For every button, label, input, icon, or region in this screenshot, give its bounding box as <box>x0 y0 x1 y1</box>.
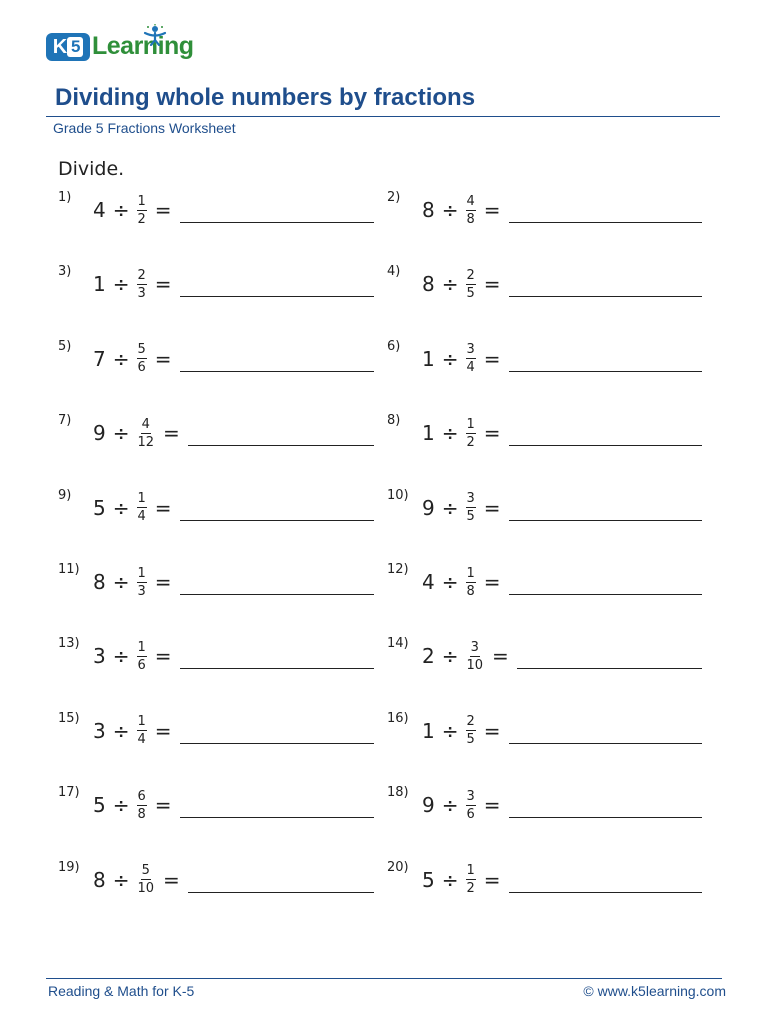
problem-item <box>387 785 702 835</box>
problem-expression <box>422 415 501 451</box>
equals-sign: = <box>154 346 172 371</box>
divide-sign: ÷ <box>112 644 130 669</box>
fraction-numerator: 4 <box>466 193 475 209</box>
problem-expression <box>422 713 501 749</box>
worksheet-title: Dividing whole numbers by fractions <box>55 84 476 111</box>
problem-number: 15) <box>58 710 80 726</box>
problem-number: 9) <box>58 487 72 503</box>
answer-blank[interactable] <box>509 520 702 521</box>
fraction-denominator: 3 <box>137 583 146 599</box>
answer-blank[interactable] <box>517 668 702 669</box>
dividend: 7 <box>93 346 106 371</box>
problem-expression <box>422 862 501 898</box>
problem-item <box>58 860 374 910</box>
divide-sign: ÷ <box>441 495 459 520</box>
fraction-numerator: 6 <box>137 788 146 804</box>
divisor-fraction <box>466 714 476 747</box>
dividend: 8 <box>93 867 106 892</box>
divide-sign: ÷ <box>112 570 130 594</box>
instruction-text: Divide. <box>58 158 125 180</box>
problem-expression <box>93 713 172 749</box>
dividend: 2 <box>422 644 435 669</box>
answer-blank[interactable] <box>180 371 374 372</box>
problem-expression <box>93 787 172 823</box>
fraction-numerator: 1 <box>137 565 146 581</box>
problem-item <box>387 711 702 761</box>
fraction-denominator: 4 <box>137 509 146 525</box>
problem-number: 7) <box>58 413 72 429</box>
answer-blank[interactable] <box>509 445 702 446</box>
divide-sign: ÷ <box>441 421 459 446</box>
answer-blank[interactable] <box>509 371 702 372</box>
fraction-denominator: 4 <box>466 360 475 376</box>
problem-number: 19) <box>58 859 80 875</box>
fraction-denominator: 8 <box>137 806 146 822</box>
fraction-denominator: 3 <box>137 285 146 301</box>
divisor-fraction <box>137 417 156 450</box>
divisor-fraction <box>137 640 147 673</box>
fraction-numerator: 5 <box>137 342 146 358</box>
fraction-denominator: 12 <box>137 434 155 450</box>
title-divider <box>46 116 720 117</box>
equals-sign: = <box>154 198 172 222</box>
equals-sign: = <box>483 495 501 520</box>
fraction-numerator: 3 <box>470 639 479 655</box>
fraction-numerator: 5 <box>141 863 150 879</box>
problem-item <box>58 785 374 835</box>
problem-item <box>58 562 374 612</box>
worksheet-subtitle: Grade 5 Fractions Worksheet <box>53 120 236 136</box>
dividend: 8 <box>422 198 435 222</box>
fraction-numerator: 1 <box>137 714 146 730</box>
equals-sign: = <box>154 495 172 520</box>
answer-blank[interactable] <box>180 817 374 818</box>
equals-sign: = <box>483 793 501 818</box>
problem-item <box>387 264 702 314</box>
problem-expression <box>422 564 501 600</box>
fraction-denominator: 5 <box>466 732 475 748</box>
equals-sign: = <box>483 867 501 892</box>
answer-blank[interactable] <box>180 520 374 521</box>
divide-sign: ÷ <box>441 346 459 371</box>
equals-sign: = <box>483 272 501 297</box>
fraction-numerator: 2 <box>137 267 146 283</box>
divisor-fraction <box>466 491 476 524</box>
equals-sign: = <box>483 421 501 446</box>
equals-sign: = <box>154 718 172 743</box>
footer-divider <box>46 978 722 979</box>
dividend: 1 <box>422 346 435 371</box>
dividend: 5 <box>422 867 435 892</box>
equals-sign: = <box>154 793 172 818</box>
problem-number: 5) <box>58 338 72 354</box>
divisor-fraction <box>466 863 476 896</box>
answer-blank[interactable] <box>180 296 374 297</box>
divide-sign: ÷ <box>441 644 459 669</box>
divisor-fraction <box>466 342 476 375</box>
problem-expression <box>422 638 509 674</box>
answer-blank[interactable] <box>509 743 702 744</box>
problem-item <box>58 488 374 538</box>
fraction-numerator: 1 <box>466 416 475 432</box>
divide-sign: ÷ <box>112 272 130 297</box>
answer-blank[interactable] <box>180 222 374 223</box>
fraction-numerator: 3 <box>466 788 475 804</box>
equals-sign: = <box>163 421 180 446</box>
dividend: 1 <box>422 421 435 446</box>
equals-sign: = <box>154 272 172 297</box>
divide-sign: ÷ <box>112 793 130 818</box>
divisor-fraction <box>466 194 476 227</box>
divide-sign: ÷ <box>441 198 459 222</box>
equals-sign: = <box>154 570 172 594</box>
logo-figure-icon <box>142 24 168 46</box>
k5-learning-logo <box>46 24 206 64</box>
problem-item <box>58 413 374 463</box>
problem-expression <box>93 638 172 674</box>
problem-number: 14) <box>387 636 409 652</box>
problem-item <box>58 264 374 314</box>
problem-item <box>58 190 374 240</box>
problem-expression <box>93 192 172 228</box>
divide-sign: ÷ <box>112 718 130 743</box>
answer-blank[interactable] <box>180 668 374 669</box>
problem-expression <box>93 490 172 526</box>
fraction-denominator: 2 <box>466 881 475 897</box>
answer-blank[interactable] <box>188 892 374 893</box>
problem-number: 12) <box>387 562 409 577</box>
footer-tagline: Reading & Math for K-5 <box>48 983 195 999</box>
dividend: 5 <box>93 495 106 520</box>
fraction-denominator: 6 <box>137 657 146 673</box>
problem-number: 17) <box>58 785 80 801</box>
divisor-fraction <box>466 417 476 450</box>
answer-blank[interactable] <box>188 445 374 446</box>
answer-blank[interactable] <box>180 594 374 595</box>
problem-number: 20) <box>387 859 409 875</box>
divisor-fraction <box>137 491 147 524</box>
dividend: 4 <box>93 198 106 222</box>
problem-expression <box>422 341 501 377</box>
divide-sign: ÷ <box>441 272 459 297</box>
divisor-fraction <box>466 640 485 673</box>
dividend: 3 <box>93 644 106 669</box>
fraction-denominator: 4 <box>137 732 146 748</box>
dividend: 1 <box>93 272 106 297</box>
fraction-numerator: 3 <box>466 342 475 358</box>
equals-sign: = <box>163 867 180 892</box>
fraction-denominator: 8 <box>466 211 475 227</box>
fraction-denominator: 2 <box>466 434 475 450</box>
divide-sign: ÷ <box>112 867 130 892</box>
fraction-denominator: 6 <box>466 806 475 822</box>
dividend: 9 <box>93 421 106 446</box>
problem-expression <box>93 564 172 600</box>
problem-item <box>387 562 702 612</box>
equals-sign: = <box>483 198 501 222</box>
fraction-denominator: 10 <box>137 881 155 897</box>
problem-number: 11) <box>58 562 80 577</box>
divisor-fraction <box>137 714 147 747</box>
divide-sign: ÷ <box>112 346 130 371</box>
footer-website: © www.k5learning.com <box>583 983 726 999</box>
divide-sign: ÷ <box>112 421 130 446</box>
problem-number: 6) <box>387 338 401 354</box>
divide-sign: ÷ <box>441 793 459 818</box>
problem-item <box>387 190 702 240</box>
problem-expression <box>422 490 501 526</box>
problem-number: 13) <box>58 636 80 652</box>
problem-number: 1) <box>58 190 72 205</box>
dividend: 9 <box>422 495 435 520</box>
equals-sign: = <box>483 570 501 594</box>
divisor-fraction <box>466 789 476 822</box>
answer-blank[interactable] <box>509 222 702 223</box>
divisor-fraction <box>466 268 476 301</box>
fraction-denominator: 5 <box>466 285 475 301</box>
fraction-numerator: 1 <box>137 639 146 655</box>
equals-sign: = <box>483 718 501 743</box>
divide-sign: ÷ <box>441 867 459 892</box>
divisor-fraction <box>137 194 147 227</box>
answer-blank[interactable] <box>509 296 702 297</box>
fraction-denominator: 8 <box>466 583 475 599</box>
problem-number: 4) <box>387 264 401 280</box>
divide-sign: ÷ <box>112 495 130 520</box>
problem-item <box>387 488 702 538</box>
divide-sign: ÷ <box>112 198 130 222</box>
problem-number: 3) <box>58 264 72 280</box>
fraction-numerator: 1 <box>466 565 475 581</box>
divisor-fraction <box>466 566 476 599</box>
problem-expression <box>93 266 172 302</box>
divide-sign: ÷ <box>441 718 459 743</box>
dividend: 1 <box>422 718 435 743</box>
problem-number: 10) <box>387 487 409 503</box>
problem-item <box>58 636 374 686</box>
problem-item <box>387 636 702 686</box>
dividend: 3 <box>93 718 106 743</box>
dividend: 5 <box>93 793 106 818</box>
divisor-fraction <box>137 342 147 375</box>
fraction-denominator: 10 <box>466 657 484 673</box>
equals-sign: = <box>154 644 172 669</box>
problem-item <box>387 860 702 910</box>
problem-expression <box>93 862 180 898</box>
problem-number: 2) <box>387 190 401 205</box>
divisor-fraction <box>137 268 147 301</box>
problem-expression <box>93 341 172 377</box>
divisor-fraction <box>137 863 156 896</box>
fraction-numerator: 1 <box>466 863 475 879</box>
fraction-numerator: 3 <box>466 491 475 507</box>
fraction-numerator: 4 <box>141 416 150 432</box>
problem-number: 18) <box>387 785 409 801</box>
fraction-numerator: 1 <box>137 193 146 209</box>
fraction-denominator: 2 <box>137 211 146 227</box>
fraction-numerator: 2 <box>466 714 475 730</box>
answer-blank[interactable] <box>180 743 374 744</box>
problem-item <box>387 413 702 463</box>
divide-sign: ÷ <box>441 570 459 594</box>
divisor-fraction <box>137 789 147 822</box>
fraction-numerator: 2 <box>466 267 475 283</box>
problem-expression <box>422 192 501 228</box>
problem-number: 16) <box>387 710 409 726</box>
equals-sign: = <box>492 644 509 669</box>
divisor-fraction <box>137 566 147 599</box>
dividend: 4 <box>422 570 435 594</box>
answer-blank[interactable] <box>509 594 702 595</box>
problem-number: 8) <box>387 413 401 429</box>
dividend: 8 <box>93 570 106 594</box>
problem-item <box>58 711 374 761</box>
dividend: 9 <box>422 793 435 818</box>
problem-item <box>387 339 702 389</box>
fraction-numerator: 1 <box>137 491 146 507</box>
equals-sign: = <box>483 346 501 371</box>
logo-badge: K 5 <box>46 33 90 61</box>
problem-expression <box>422 787 501 823</box>
problem-item <box>58 339 374 389</box>
dividend: 8 <box>422 272 435 297</box>
answer-blank[interactable] <box>509 892 702 893</box>
answer-blank[interactable] <box>509 817 702 818</box>
fraction-denominator: 6 <box>137 360 146 376</box>
problem-expression <box>93 415 180 451</box>
logo-wordmark: Learning <box>92 32 194 60</box>
problem-expression <box>422 266 501 302</box>
fraction-denominator: 5 <box>466 509 475 525</box>
